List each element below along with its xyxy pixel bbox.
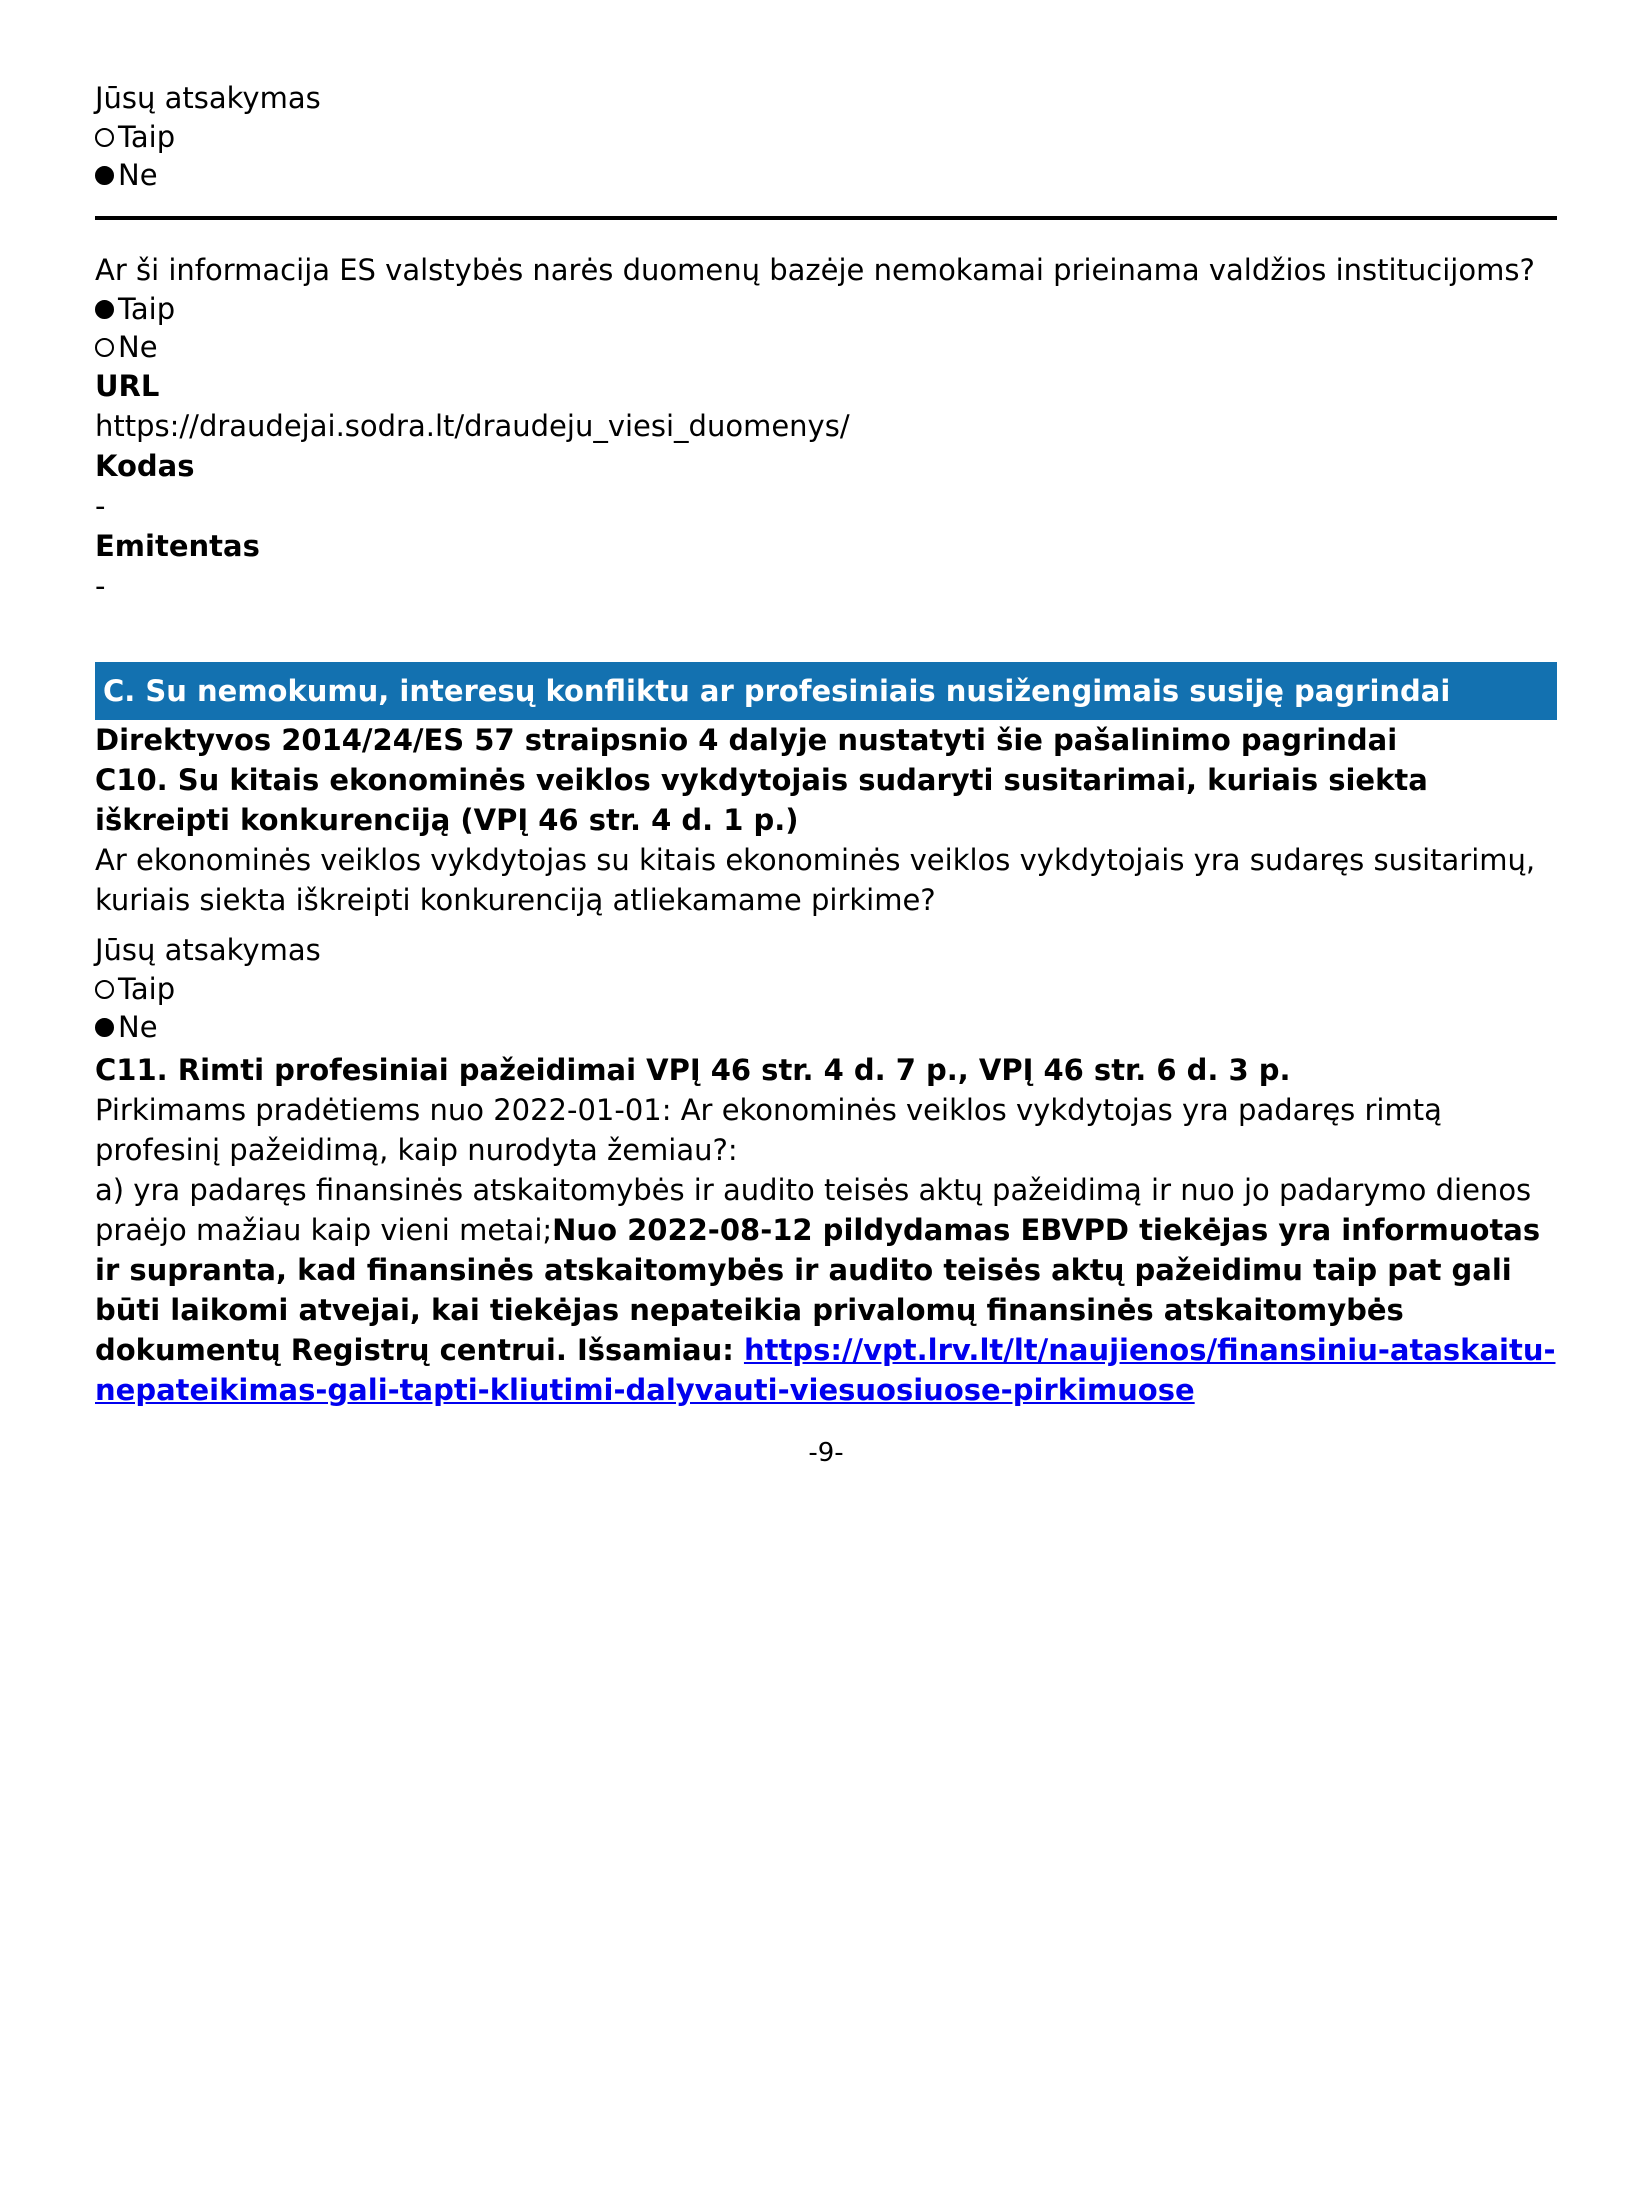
answer-label: Jūsų atsakymas — [95, 81, 321, 115]
field-label-emitentas: Emitentas — [95, 529, 260, 563]
page-number: -9- — [808, 1438, 844, 1468]
radio-option-label: Ne — [118, 158, 158, 192]
radio-option-label: Taip — [118, 972, 176, 1006]
field-label-url: URL — [95, 369, 160, 403]
field-label-kodas: Kodas — [95, 449, 195, 483]
field-value-kodas: - — [95, 489, 106, 523]
previous-question-answer-block — [95, 78, 1557, 194]
question-text: Ar ši informacija ES valstybės narės duomenų bazėje nemokamai prieinama valdžios institucijoms? — [95, 253, 1535, 287]
answer-label: Jūsų atsakymas — [95, 933, 321, 967]
c11-body — [95, 1090, 1557, 1410]
radio-option-taip — [95, 970, 1557, 1008]
radio-option-ne — [95, 1008, 1557, 1046]
question-c11 — [95, 1050, 1557, 1410]
radio-option-label: Taip — [118, 120, 176, 154]
field-value-emitentas: - — [95, 569, 106, 603]
radio-icon — [95, 128, 114, 147]
radio-option-taip — [95, 118, 1557, 156]
section-c-subheader: Direktyvos 2014/24/ES 57 straipsnio 4 dalyje nustatyti šie pašalinimo pagrindai — [95, 723, 1398, 757]
radio-icon — [95, 338, 114, 357]
radio-icon — [95, 300, 114, 319]
db-availability-question — [95, 250, 1557, 606]
c10-question-text: Ar ekonominės veiklos vykdytojas su kitais ekonominės veiklos vykdytojais yra sudaręs susitarimų, kuriais siekta iškreipti konkurenciją atliekamame pirkime? — [95, 843, 1536, 917]
radio-option-taip — [95, 290, 1557, 328]
section-divider — [95, 216, 1557, 220]
field-value-url: https://draudejai.sodra.lt/draudeju_viesi_duomenys/ — [95, 409, 850, 443]
section-c-header: C. Su nemokumu, interesų konfliktu ar profesiniais nusižengimais susiję pagrindai — [95, 662, 1557, 720]
radio-option-ne — [95, 156, 1557, 194]
radio-option-label: Ne — [118, 1010, 158, 1044]
radio-option-ne — [95, 328, 1557, 366]
c11-title: C11. Rimti profesiniai pažeidimai VPĮ 46 str. 4 d. 7 p., VPĮ 46 str. 6 d. 3 p. — [95, 1053, 1291, 1087]
radio-icon — [95, 980, 114, 999]
radio-option-label: Taip — [118, 292, 176, 326]
radio-icon — [95, 166, 114, 185]
radio-option-label: Ne — [118, 330, 158, 364]
c11-item-a: a) yra padaręs finansinės atskaitomybės ir audito teisės aktų pažeidimą ir nuo jo padarymo dienos praėjo mažiau kaip vieni metai; — [95, 1173, 1532, 1247]
radio-icon — [95, 1018, 114, 1037]
question-c10 — [95, 760, 1557, 1046]
c10-title: C10. Su kitais ekonominės veiklos vykdytojais sudaryti susitarimai, kuriais siekta iškreipti konkurenciją (VPĮ 46 str. 4 d. 1 p.) — [95, 763, 1428, 837]
c11-intro: Pirkimams pradėtiems nuo 2022-01-01: Ar ekonominės veiklos vykdytojas yra padaręs rimtą profesinį pažeidimą, kaip nurodyta žemiau?: — [95, 1093, 1442, 1167]
vpt-hyperlink[interactable]: https://vpt.lrv.lt/lt/naujienos/finansiniu-ataskaitu-nepateikimas-gali-tapti-kliutimi-dalyvauti-viesuosiuose-pirkimuose — [95, 1333, 1556, 1407]
c11-item-a-note: Nuo 2022-08-12 pildydamas EBVPD tiekėjas yra informuotas ir supranta, kad finansinės atskaitomybės ir audito teisės aktų pažeidimu taip pat gali būti laikomi atvejai, kai tiekėjas nepateikia privalomų finansinės atskaitomybės dokumentų Registrų centrui. Išsamiau: — [95, 1213, 1541, 1367]
